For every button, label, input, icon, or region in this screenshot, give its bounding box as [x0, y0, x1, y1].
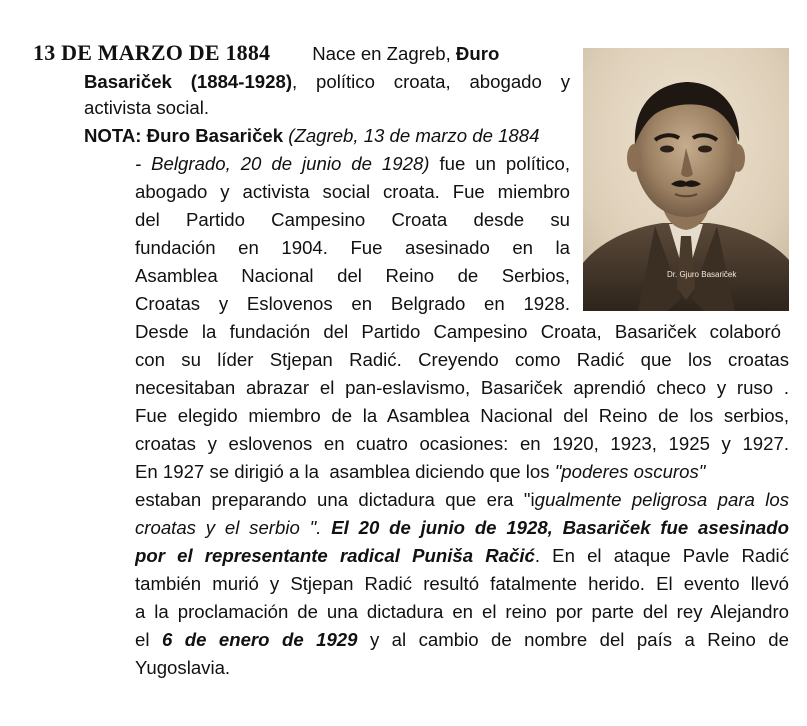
- portrait-image: [583, 48, 789, 311]
- note-quote-text: En 1927 se dirigió a la asamblea diciendo que los: [135, 461, 550, 482]
- note-dict-text: estaban preparando una dictadura que era "i: [135, 489, 535, 510]
- heading-line: [33, 40, 499, 66]
- note-line: Desde la fundación del Partido Campesino Croata, Basariček colaboró: [135, 321, 781, 342]
- note-label: NOTA:: [84, 125, 142, 146]
- intro-line-2: [84, 71, 570, 93]
- note-line: Asamblea Nacional del Reino de Serbios,: [135, 265, 570, 286]
- note-line: Fue elegido miembro de la Asamblea Nacional del Reino de los serbios,: [135, 405, 789, 426]
- note-line: necesitaban abrazar el pan-eslavismo, Basariček aprendió checo y ruso .: [135, 377, 789, 398]
- intro-line-3: activista social.: [84, 97, 210, 118]
- note-serbio-italic: croatas y el serbio ".: [135, 517, 322, 538]
- note-line-2-text: fue un político,: [439, 153, 570, 174]
- subject-name: Đuro: [455, 43, 500, 64]
- subject-name-years: Basariček (1884-1928): [84, 71, 293, 92]
- note-assassin-text: . En el ataque Pavle Radić: [534, 545, 789, 566]
- note-line: fundación en 1904. Fue asesinado en la: [135, 237, 570, 258]
- note-line-2: [135, 153, 570, 175]
- note-line: a la proclamación de una dictadura en el reino por parte del rey Alejandro: [135, 601, 789, 622]
- note-line-assassination: [135, 517, 789, 539]
- note-line-quote: [135, 461, 705, 483]
- note-line-dictatorship: [135, 489, 789, 511]
- intro-text: Nace en Zagreb,: [312, 43, 451, 64]
- note-el-text: el: [135, 629, 150, 650]
- note-dict-italic: gualmente peligrosa para los: [534, 489, 789, 510]
- date-heading: 13 DE MARZO DE 1884: [33, 40, 271, 65]
- note-first-line: [84, 125, 539, 147]
- portrait-caption: Dr. Gjuro Basariček: [667, 270, 737, 279]
- note-line: también murió y Stjepan Radić resultó fatalmente herido. El evento llevó: [135, 573, 789, 594]
- note-assassin-bold: por el representante radical Puniša Račić: [135, 545, 535, 566]
- note-quote-italic: "poderes oscuros": [554, 461, 706, 482]
- note-line: croatas y eslovenos en cuatro ocasiones: en 1920, 1923, 1925 y 1927.: [135, 433, 789, 454]
- note-assassination-bold: El 20 de junio de 1928, Basariček fue asesinado: [331, 517, 789, 538]
- note-italic-dates: (Zagreb, 13 de marzo de 1884: [288, 125, 540, 146]
- note-last-line: Yugoslavia.: [135, 657, 231, 678]
- portrait-photo: [583, 48, 789, 311]
- note-italic-death: - Belgrado, 20 de junio de 1928): [135, 153, 430, 174]
- note-date-bold: 6 de enero de 1929: [161, 629, 358, 650]
- intro-text-continued: , político croata, abogado y: [292, 71, 570, 92]
- note-line: Croatas y Eslovenos en Belgrado en 1928.: [135, 293, 570, 314]
- note-line-assassin: [135, 545, 789, 567]
- note-line: abogado y activista social croata. Fue miembro: [135, 181, 570, 202]
- note-line: del Partido Campesino Croata desde su: [135, 209, 570, 230]
- note-date-text: y al cambio de nombre del país a Reino de: [369, 629, 789, 650]
- note-line: con su líder Stjepan Radić. Creyendo como Radić que los croatas: [135, 349, 789, 370]
- note-line-date: [135, 629, 789, 651]
- note-name: Đuro Basariček: [146, 125, 284, 146]
